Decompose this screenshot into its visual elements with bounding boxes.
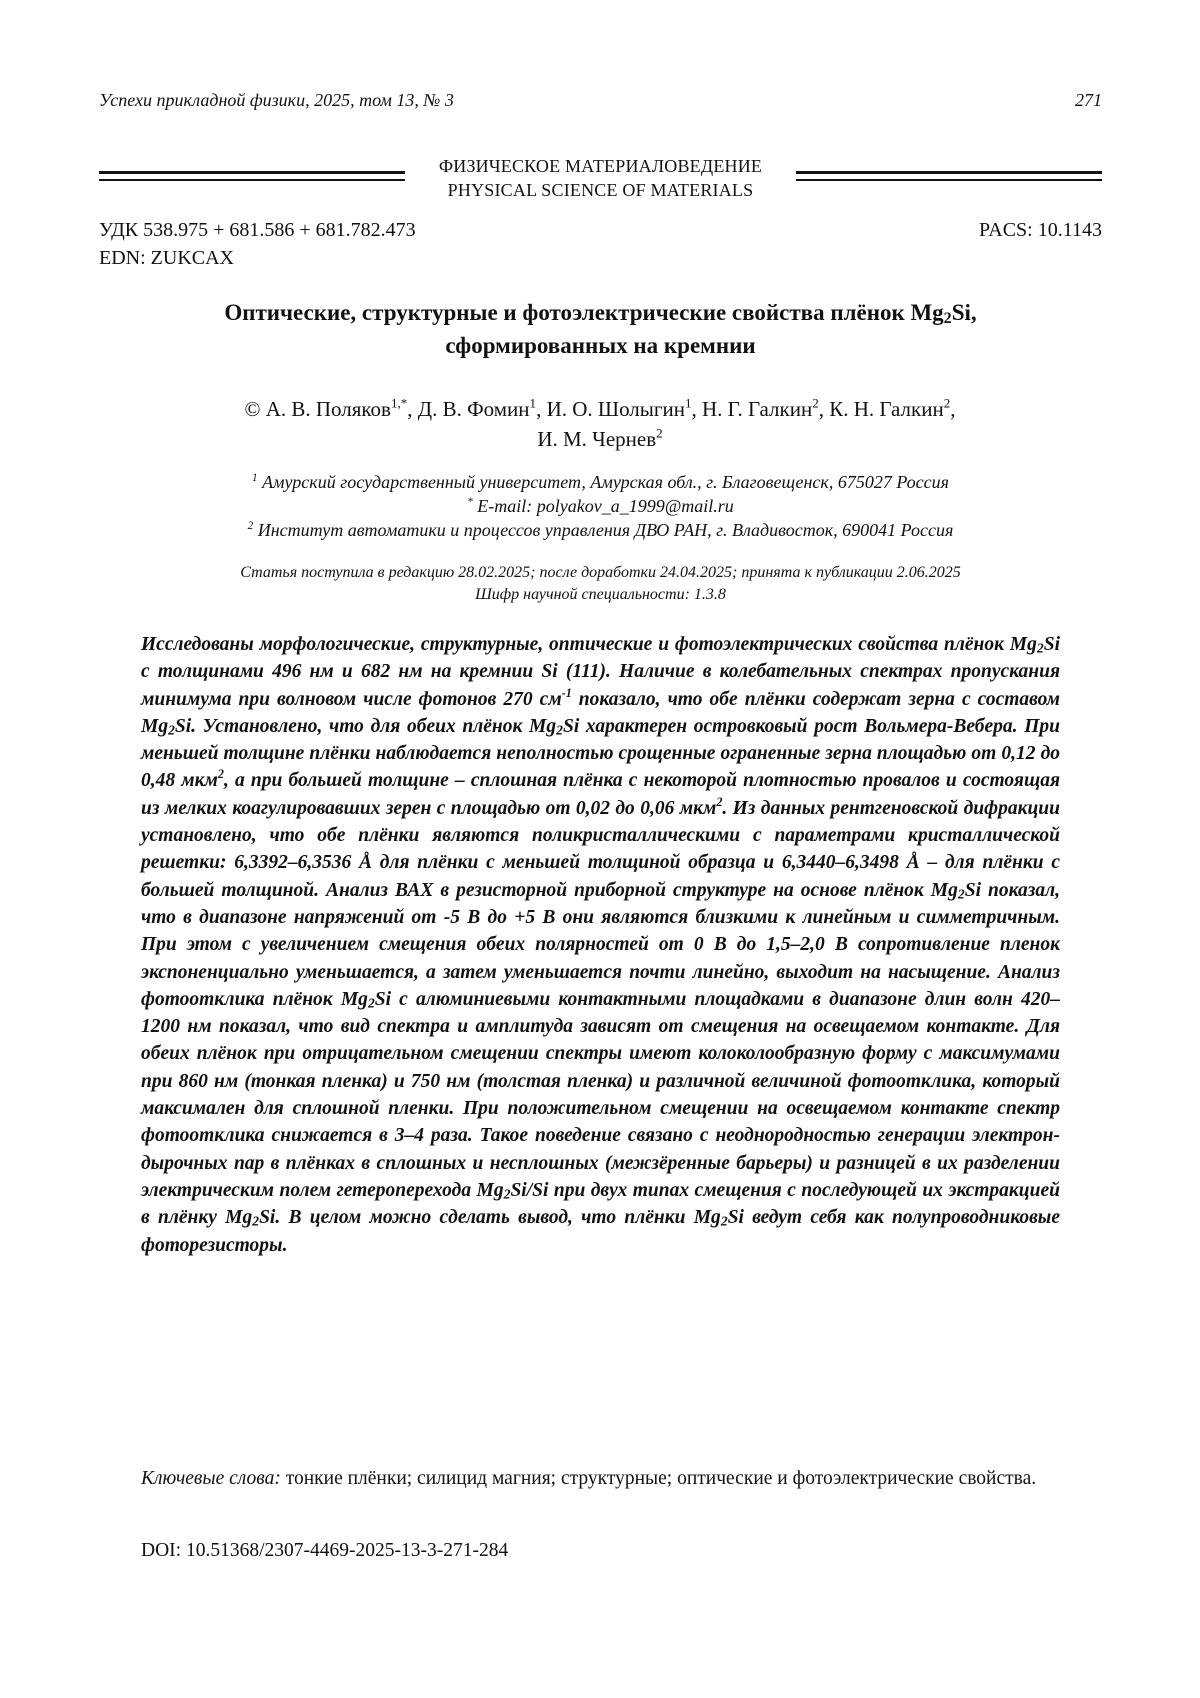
affiliation-2 <box>99 518 1102 542</box>
edn-code: EDN: ZUKCAX <box>99 247 234 269</box>
abstract-text: . Из данных рентгеновской дифракции установлено, что обе плёнки являются поликристаллическими с параметрами кристаллической решетки: 6,3392–6,3536 Å для плёнки с меньшей толщиной образца и 6,3440–6,3498 Å – для плёнки с большей толщиной. Анализ ВАХ в резисторной приборной структуре на основе плёнок Mg <box>141 797 1060 901</box>
pacs-code: PACS: 10.1143 <box>978 219 1102 241</box>
subscript: 2 <box>556 722 563 738</box>
abstract-text: Si показал, что в диапазоне напряжений от -5 В до +5 В они являются близкими к линейным и симметричным. При этом с увеличением смещения обеих полярностей от 0 В до 1,5–2,0 В сопротивление пленок экспоненциально уменьшается, а затем уменьшается почти линейно, выходит на насыщение. Анализ фотоотклика плёнок Mg <box>141 879 1060 1010</box>
affil-text: Институт автоматики и процессов управления ДВО РАН, г. Владивосток, 690041 Россия <box>253 520 954 540</box>
classification-codes <box>99 216 1102 272</box>
subscript: 2 <box>720 1213 728 1229</box>
abstract-text: Исследованы морфологические, структурные, оптические и фотоэлектрических свойства плёнок Mg <box>141 634 1037 655</box>
author-name: , И. О. Шолыгин <box>536 397 685 421</box>
author-separator: , <box>950 397 956 421</box>
affil-mark: * <box>467 495 473 508</box>
superscript: 2 <box>716 794 723 809</box>
author-affil-mark: 2 <box>656 425 663 441</box>
author-affil-mark: 1 <box>529 395 537 411</box>
author-affil-mark: 1,* <box>390 395 408 411</box>
abstract-text: Si. Установлено, что для обеих плёнок Mg <box>174 715 557 737</box>
page-number: 271 <box>1075 90 1102 110</box>
corresponding-email <box>99 494 1102 518</box>
article-title <box>99 296 1102 362</box>
email-text: E-mail: polyakov_a_1999@mail.ru <box>472 496 734 516</box>
abstract-text: Si с толщинами 496 нм и 682 нм на кремнии Si (111). Наличие в колебательных спектрах пропускания минимума при волновом числе фотонов 270 см <box>141 634 1060 710</box>
keywords-label: Ключевые слова: <box>141 1468 281 1489</box>
abstract-text: Si с алюминиевыми контактными площадками в диапазоне длин волн 420–1200 нм показал, что вид спектра и амплитуда зависят от смещения на освещаемом контакте. Для обеих плёнок при отрицательном смещении спектры имеют колоколообразную форму с максимумами при 860 нм (тонкая пленка) и 750 нм (толстая пленка) и различной величиной фотоотклика, который максимален для сплошной пленки. При положительном смещении на освещаемом контакте спектр фотоотклика снижается в 3–4 раза. Такое поведение связано с неоднородностью генерации электрон-дырочных пар в плёнках в сплошных и несплошных (межзёренные барьеры) и разницей в их разделении электрическим полем гетероперехода Mg <box>141 988 1060 1201</box>
abstract-text: Si. В целом можно сделать вывод, что плёнки Mg <box>259 1207 721 1229</box>
abstract <box>141 631 1060 1259</box>
section-title-en: PHYSICAL SCIENCE OF MATERIALS <box>447 180 754 200</box>
abstract-text: Si/Si при двух типах смещения с последующей их экстракцией в плёнку Mg <box>141 1179 1060 1229</box>
title-subscript: 2 <box>943 310 952 328</box>
affil-mark: 2 <box>247 519 254 532</box>
author-name: © А. В. Поляков <box>244 397 391 421</box>
abstract-text: показало, что обе плёнки содержат зерна с составом Mg <box>141 688 1060 737</box>
affil-text: Амурский государственный университет, Амурская обл., г. Благовещенск, 675027 Россия <box>257 472 950 492</box>
author-affil-mark: 2 <box>812 395 819 411</box>
specialty-code: Шифр научной специальности: 1.3.8 <box>475 586 726 603</box>
udk-code: УДК 538.975 + 681.586 + 681.782.473 <box>99 219 416 241</box>
abstract-text: Si характерен островковый рост Вольмера-Вебера. При меньшей толщине плёнки наблюдается неполностью срощенные ограненные зерна площадью от 0,12 до 0,48 мкм <box>141 715 1060 792</box>
affil-mark: 1 <box>251 471 258 484</box>
received-dates: Статья поступила в редакцию 28.02.2025; после доработки 24.04.2025; принята к публикации 2.06.2025 <box>240 564 961 581</box>
running-header <box>99 90 1102 111</box>
affiliations <box>99 470 1102 542</box>
banner-rule-right <box>796 171 1102 181</box>
subscript: 2 <box>957 886 965 902</box>
submission-dates <box>99 562 1102 606</box>
title-line1: Оптические, структурные и фотоэлектрические свойства плёнок Mg <box>224 300 944 325</box>
section-banner <box>99 154 1102 204</box>
keywords-text: тонкие плёнки; силицид магния; структурные; оптические и фотоэлектрические свойства. <box>280 1468 1037 1489</box>
subscript: 2 <box>168 722 175 738</box>
author-affil-mark: 1 <box>684 395 692 411</box>
abstract-text: , а при большей толщине – сплошная плёнка с некоторой плотностью провалов и состоящая из мелких коагулировавших зерен с площадью от 0,02 до 0,06 мкм <box>141 770 1060 819</box>
title-line1-end: Si, <box>951 300 977 325</box>
subscript: 2 <box>503 1186 511 1202</box>
author-name: И. М. Чернев <box>537 427 657 451</box>
author-list <box>120 394 1080 454</box>
author-affil-mark: 2 <box>943 395 951 411</box>
author-name: , Д. В. Фомин <box>407 397 530 421</box>
title-line2: сформированных на кремнии <box>445 333 756 358</box>
subscript: 2 <box>1036 640 1044 656</box>
superscript: 2 <box>217 767 224 782</box>
journal-citation: Успехи прикладной физики, 2025, том 13, № 3 <box>99 90 454 110</box>
subscript: 2 <box>252 1213 260 1229</box>
abstract-text: Si ведут себя как полупроводниковые фоторезисторы. <box>141 1207 1060 1256</box>
superscript: -1 <box>561 685 572 700</box>
affiliation-1 <box>99 470 1102 494</box>
keywords <box>141 1465 1060 1493</box>
author-name: , К. Н. Галкин <box>818 397 944 421</box>
section-label <box>415 154 786 202</box>
doi: DOI: 10.51368/2307-4469-2025-13-3-271-284 <box>141 1540 509 1561</box>
author-name: , Н. Г. Галкин <box>691 397 813 421</box>
banner-rule-left <box>99 171 405 181</box>
subscript: 2 <box>367 995 375 1011</box>
section-title-ru: ФИЗИЧЕСКОЕ МАТЕРИАЛОВЕДЕНИЕ <box>438 156 763 176</box>
